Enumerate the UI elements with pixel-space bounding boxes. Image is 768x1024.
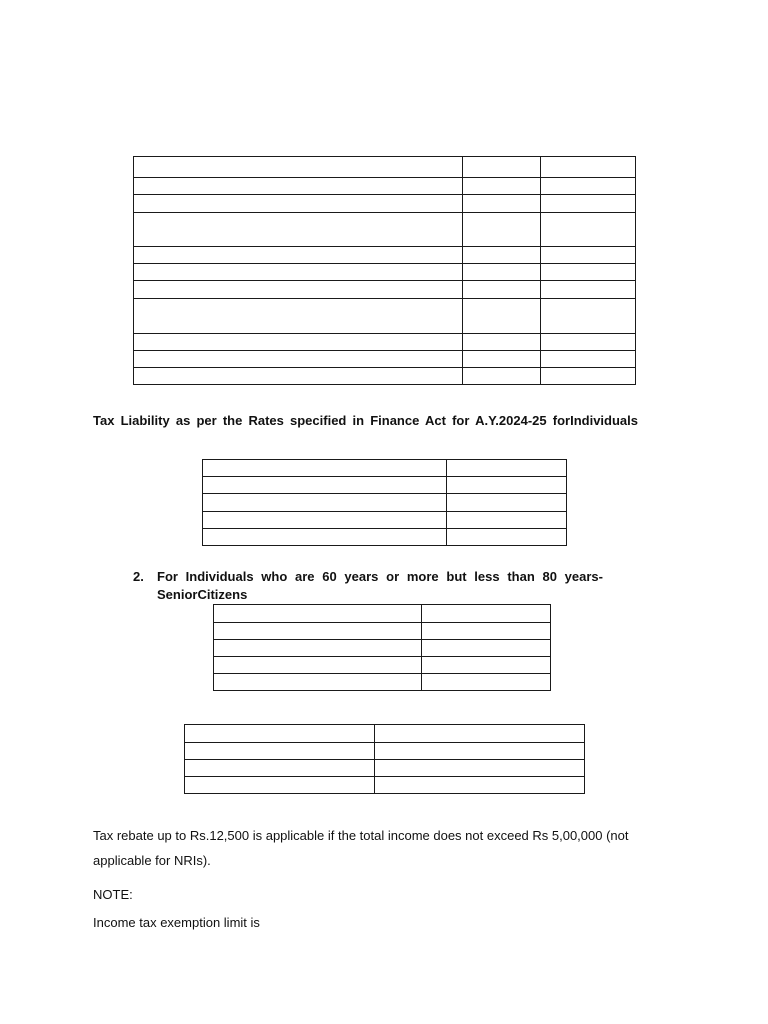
list-number: 2. [133, 569, 144, 584]
table-cell [463, 247, 541, 264]
table-cell [463, 351, 541, 368]
table-cell [463, 195, 541, 213]
tax-slab-table-bottom [184, 724, 585, 794]
table-row [203, 494, 567, 512]
table-cell [214, 623, 422, 640]
table-cell [447, 529, 567, 546]
table-cell [203, 477, 447, 494]
table-cell [422, 605, 551, 623]
table-row [214, 605, 551, 623]
table-cell [134, 157, 463, 178]
table-cell [134, 178, 463, 195]
table-cell [447, 494, 567, 512]
table-cell [463, 299, 541, 334]
table-cell [185, 760, 375, 777]
table-row [203, 460, 567, 477]
table-cell [134, 264, 463, 281]
table-cell [134, 213, 463, 247]
table-cell [541, 157, 636, 178]
table-row [134, 195, 636, 213]
table-row [214, 674, 551, 691]
table-row [185, 725, 585, 743]
table-cell [134, 299, 463, 334]
table-row [214, 623, 551, 640]
table-cell [541, 281, 636, 299]
table-row [134, 281, 636, 299]
table-cell [541, 299, 636, 334]
table-cell [447, 512, 567, 529]
table-cell [463, 368, 541, 385]
table-cell [541, 351, 636, 368]
table-cell [214, 674, 422, 691]
table-row [134, 299, 636, 334]
table-cell [375, 777, 585, 794]
table-cell [541, 368, 636, 385]
table-cell [541, 213, 636, 247]
exemption-paragraph: Income tax exemption limit is [93, 915, 260, 930]
table-cell [463, 264, 541, 281]
table-cell [422, 674, 551, 691]
table-cell [214, 657, 422, 674]
table-cell [134, 334, 463, 351]
table-cell [541, 264, 636, 281]
table-cell [185, 743, 375, 760]
table-cell [203, 512, 447, 529]
table-cell [541, 247, 636, 264]
table-row [134, 368, 636, 385]
table-cell [422, 623, 551, 640]
table-cell [203, 494, 447, 512]
table-cell [463, 157, 541, 178]
table-cell [463, 281, 541, 299]
table-row [134, 247, 636, 264]
table-cell [185, 777, 375, 794]
table-row [134, 264, 636, 281]
table-cell [463, 213, 541, 247]
table-cell [447, 460, 567, 477]
table-cell [134, 247, 463, 264]
table-cell [541, 195, 636, 213]
table-row [134, 351, 636, 368]
table-cell [422, 640, 551, 657]
table-row [185, 760, 585, 777]
table-cell [463, 178, 541, 195]
table-cell [134, 351, 463, 368]
table-row [185, 743, 585, 760]
table-cell [463, 334, 541, 351]
table-row [214, 657, 551, 674]
note-label: NOTE: [93, 887, 133, 902]
table-cell [447, 477, 567, 494]
table-cell [134, 195, 463, 213]
table-row [134, 178, 636, 195]
table-cell [214, 640, 422, 657]
rebate-paragraph: Tax rebate up to Rs.12,500 is applicable if the total income does not exceed Rs 5,00,000 (not applicable for NRIs). [93, 828, 629, 868]
list-item-text-line1: For Individuals who are 60 years or more but less than 80 years- [157, 569, 603, 584]
table-row [134, 213, 636, 247]
table-row [214, 640, 551, 657]
income-table-top [133, 156, 636, 385]
table-cell [375, 760, 585, 777]
table-cell [203, 529, 447, 546]
table-row [203, 529, 567, 546]
table-cell [541, 178, 636, 195]
section-heading: Tax Liability as per the Rates specified in Finance Act for A.Y.2024-25 forIndividuals [93, 413, 638, 428]
table-cell [134, 281, 463, 299]
table-cell [185, 725, 375, 743]
table-row [185, 777, 585, 794]
table-row [134, 334, 636, 351]
table-cell [134, 368, 463, 385]
tax-slab-table-senior-citizens [213, 604, 551, 691]
table-row [203, 477, 567, 494]
table-row [134, 157, 636, 178]
table-cell [541, 334, 636, 351]
table-cell [203, 460, 447, 477]
tax-slab-table-individuals [202, 459, 567, 546]
table-cell [375, 743, 585, 760]
table-cell [214, 605, 422, 623]
table-cell [422, 657, 551, 674]
table-cell [375, 725, 585, 743]
table-row [203, 512, 567, 529]
list-item-text-line2: SeniorCitizens [157, 587, 248, 602]
